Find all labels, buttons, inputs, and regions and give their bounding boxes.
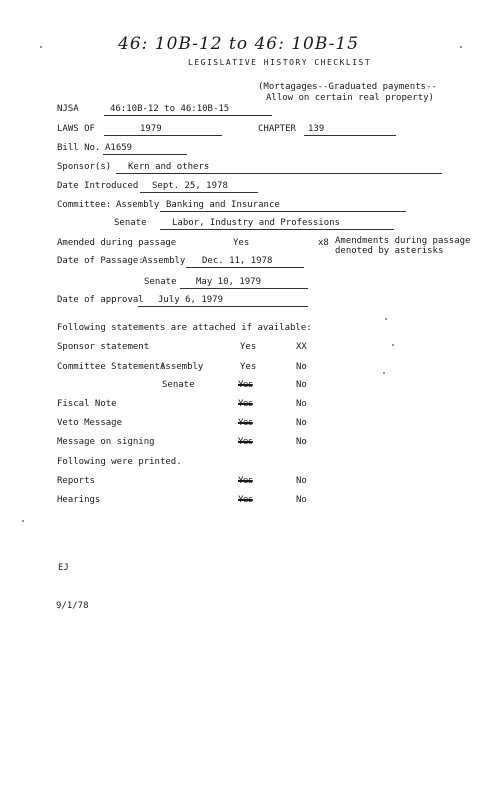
passage-senate-field [180,277,308,289]
njsa-field [104,104,274,116]
subject-note-line-1: (Mortagages--Graduated payments-- [258,82,437,92]
sponsors-label: Sponsor(s) [57,162,112,172]
chapter-field [304,124,396,136]
bill-no-value: A1659 [103,143,187,155]
printed-hearings-label: Hearings [57,495,101,505]
date-introduced-label: Date Introduced [57,181,139,191]
laws-of-value: 1979 [104,124,222,136]
statements-header: Following statements are attached if available: [57,323,312,333]
amended-mark: x8 [318,238,329,248]
scan-speck [392,344,394,346]
bill-no-label: Bill No. [57,143,101,153]
amended-value: Yes [233,238,250,248]
approval-label: Date of approval [57,295,144,305]
passage-senate-value: May 10, 1979 [180,277,308,289]
scan-speck [22,520,24,522]
scan-speck [383,372,385,374]
statement-committee-senate-no: No [296,380,307,390]
njsa-label: NJSA [57,104,79,114]
njsa-value: 46:10B-12 to 46:10B-15 [104,104,272,116]
sponsors-field [116,162,442,174]
scan-speck [40,46,42,48]
statement-committee-senate-label: Senate [162,380,195,390]
laws-of-field [104,124,222,136]
scan-speck [460,46,462,48]
statement-fiscal-note-no: No [296,399,307,409]
date-introduced-value: Sept. 25, 1978 [140,181,258,193]
statement-veto-label: Veto Message [57,418,123,428]
initials: EJ [58,563,69,573]
statement-signing-label: Message on signing [57,437,155,447]
committee-senate-label: Senate [114,218,147,228]
committee-label: Committee: [57,200,112,210]
passage-assembly-field [186,256,304,268]
statement-committee-label: Committee Statement: [57,362,166,372]
chapter-label: CHAPTER [258,124,296,134]
statement-sponsor-label: Sponsor statement [57,342,150,352]
printed-hearings-no: No [296,495,307,505]
statement-fiscal-note-yes: Yes [238,399,253,409]
printed-hearings-yes: Yes [238,495,253,505]
page-title: LEGISLATIVE HISTORY CHECKLIST [188,58,372,67]
statement-committee-assembly-no: No [296,362,307,372]
passage-assembly-value: Dec. 11, 1978 [186,256,304,268]
committee-assembly-label: Assembly [116,200,160,210]
statement-committee-assembly-yes: Yes [240,362,257,372]
laws-of-label: LAWS OF [57,124,95,134]
chapter-value: 139 [304,124,396,136]
printed-header: Following were printed. [57,457,182,467]
statement-signing-yes: Yes [238,437,253,447]
committee-senate-field [160,218,394,230]
passage-senate-label: Senate [144,277,177,287]
date-introduced-field [140,181,258,193]
committee-assembly-field [160,200,406,212]
amended-note-line-2: denoted by asterisks [335,246,444,256]
handwritten-title: 46: 10B-12 to 46: 10B-15 [118,34,360,54]
statement-veto-yes: Yes [238,418,253,428]
subject-note-line-2: Allow on certain real property) [266,93,434,103]
printed-reports-no: No [296,476,307,486]
statement-sponsor-no: XX [296,342,307,352]
statement-veto-no: No [296,418,307,428]
printed-reports-label: Reports [57,476,95,486]
statement-committee-assembly-label: Assembly [160,362,204,372]
statement-fiscal-note-label: Fiscal Note [57,399,117,409]
committee-senate-value: Labor, Industry and Professions [160,218,394,230]
committee-assembly-value: Banking and Insurance [160,200,406,212]
approval-value: July 6, 1979 [138,295,308,307]
amended-note-line-1: Amendments during passage [335,236,471,246]
scan-speck [385,318,387,320]
amended-label: Amended during passage [57,238,177,248]
passage-assembly-label: Assembly [142,256,186,266]
statement-signing-no: No [296,437,307,447]
sponsors-value: Kern and others [116,162,442,174]
printed-reports-yes: Yes [238,476,253,486]
bill-no-field [103,143,187,155]
passage-label: Date of Passage: [57,256,144,266]
approval-field [138,295,308,307]
footer-date: 9/1/78 [56,601,89,611]
statement-committee-senate-yes: Yes [238,380,253,390]
statement-sponsor-yes: Yes [240,342,257,352]
